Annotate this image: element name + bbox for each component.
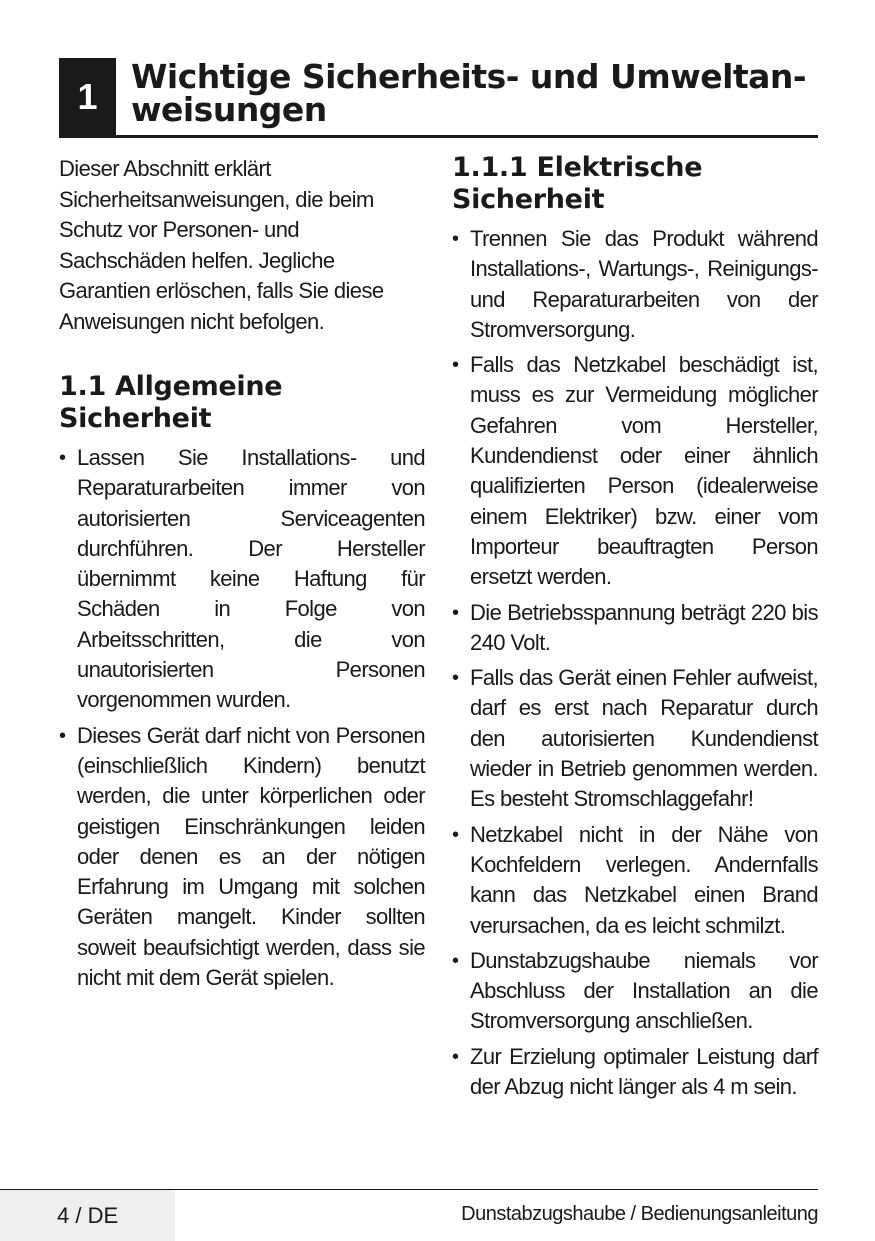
chapter-header xyxy=(59,58,818,138)
page-number: 4 / DE xyxy=(57,1203,119,1228)
chapter-title: Wichtige Sicherheits- und Umweltan- weisungen xyxy=(131,57,807,129)
general-safety-list xyxy=(59,443,425,993)
list-item: • Zur Erzielung optimaler Leistung darf der Abzug nicht länger als 4 m sein. xyxy=(452,1042,818,1103)
list-item: • Falls das Netzkabel beschädigt ist, muss es zur Vermeidung möglicher Gefahren vom Hersteller, Kundendienst oder einer ähnlich qualifizierten Person (idealerweise einem Elektriker) bzw. einer vom Importeur beauftragten Person ersetzt werden. xyxy=(452,350,818,592)
right-column xyxy=(452,150,818,1107)
document-title: Dunstabzugshaube / Bedienungsanleitung xyxy=(461,1203,818,1225)
left-column xyxy=(59,150,425,998)
list-item: • Lassen Sie Installations- und Reparaturarbeiten immer von autorisierten Serviceagenten durchführen. Der Hersteller übernimmt keine Haftung für Schäden in Folge von Arbeitsschritten, die von unautorisierten Personen vorgenommen wurden. xyxy=(59,443,425,716)
list-item: • Dieses Gerät darf nicht von Personen (einschließlich Kindern) benutzt werden, die unter körperlichen oder geistigen Einschränkungen leiden oder denen es an der nötigen Erfahrung im Umgang mit solchen Geräten mangelt. Kinder sollten soweit beaufsichtigt werden, dass sie nicht mit dem Gerät spielen. xyxy=(59,721,425,994)
section-electric-title: 1.1.1 Elektrische Sicherheit xyxy=(452,152,703,215)
section-general-title: 1.1 Allgemeine Sicherheit xyxy=(59,371,283,434)
chapter-number: 1 xyxy=(59,58,116,135)
electric-safety-list xyxy=(452,224,818,1102)
list-item: • Die Betriebsspannung beträgt 220 bis 240 Volt. xyxy=(452,598,818,659)
intro-paragraph: Dieser Abschnitt erklärt Sicherheitsanweisungen, die beim Schutz vor Personen- und Sachschäden helfen. Jegliche Garantien erlöschen, falls Sie diese Anweisungen nicht befolgen. xyxy=(59,156,384,334)
list-item: • Trennen Sie das Produkt während Installations-, Wartungs-, Reinigungs- und Reparaturarbeiten von der Stromversorgung. xyxy=(452,224,818,345)
list-item: • Netzkabel nicht in der Nähe von Kochfeldern verlegen. Andernfalls kann das Netzkabel einen Brand verursachen, da es leicht schmilzt. xyxy=(452,820,818,941)
list-item: • Dunstabzugshaube niemals vor Abschluss der Installation an die Stromversorgung anschließen. xyxy=(452,946,818,1037)
list-item: • Falls das Gerät einen Fehler aufweist, darf es erst nach Reparatur durch den autorisierten Kundendienst wieder in Betrieb genommen werden. Es besteht Stromschlaggefahr! xyxy=(452,663,818,814)
